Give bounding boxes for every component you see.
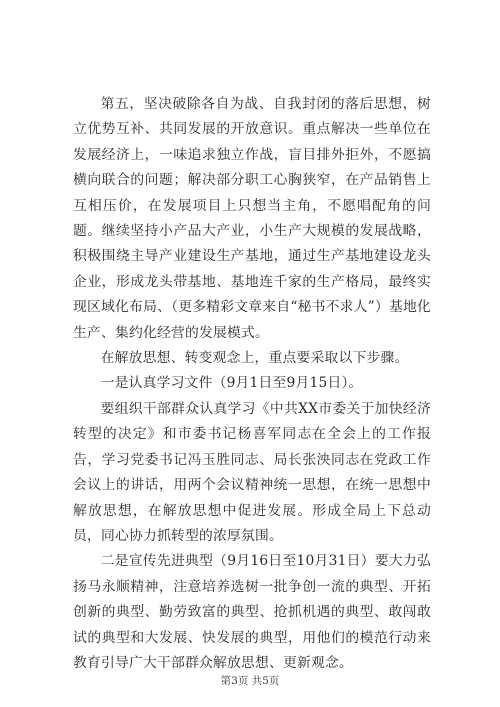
paragraph-step-one-body: 要组织干部群众认真学习《中共XX市委关于加快经济转型的决定》和市委书记杨喜军同志在全会上的工作报告，学习党委书记冯玉胜同志、局长张泱同志在党政工作会议上的讲话，用两个会议精神统一思想，在统一思想中解放思想，在解放思想中促进发展。形成全局上下总动员，同心协力抓转型的浓厚氛围。 [73,400,431,544]
paragraph-open-mind: 第五，坚决破除各自为战、自我封闭的落后思想，树立优势互补、共同发展的开放意识。重点解决一些单位在发展经济上，一味追求独立作战，盲目排外拒外，不愿搞横向联合的问题；解决部分职工心胸狭窄，在产品销售上互相压价，在发展项目上只想当主角，不愿唱配角的问题。继续坚持小产品大产业，小生产大规模的发展战略，积极围绕主导产业建设生产基地，通过生产基地建设龙头企业，形成龙头带基地、基地连千家的生产格局，最终实现区域化布局、（更多精彩文章来自“秘书不求人”）基地化生产、集约化经营的发展模式。 [73,96,431,341]
paragraph-steps-intro: 在解放思想、转变观念上，重点要采取以下步骤。 [100,350,409,367]
page-number-footer: 第3页 共5页 [220,675,280,687]
paragraph-step-one-heading: 一是认真学习文件（9月1日至9月15日）。 [100,375,363,392]
document-body [73,92,431,676]
paragraph-step-two: 二是宣传先进典型（9月16日至10月31日）要大力弘扬马永顺精神，注意培养选树一批争创一流的典型、开拓创新的典型、勤劳致富的典型、抢抓机遇的典型、敢闯敢试的典型和大发展、快发展的典型，用他们的模范行动来教育引导广大干部群众解放思想、更新观念。 [73,553,431,671]
